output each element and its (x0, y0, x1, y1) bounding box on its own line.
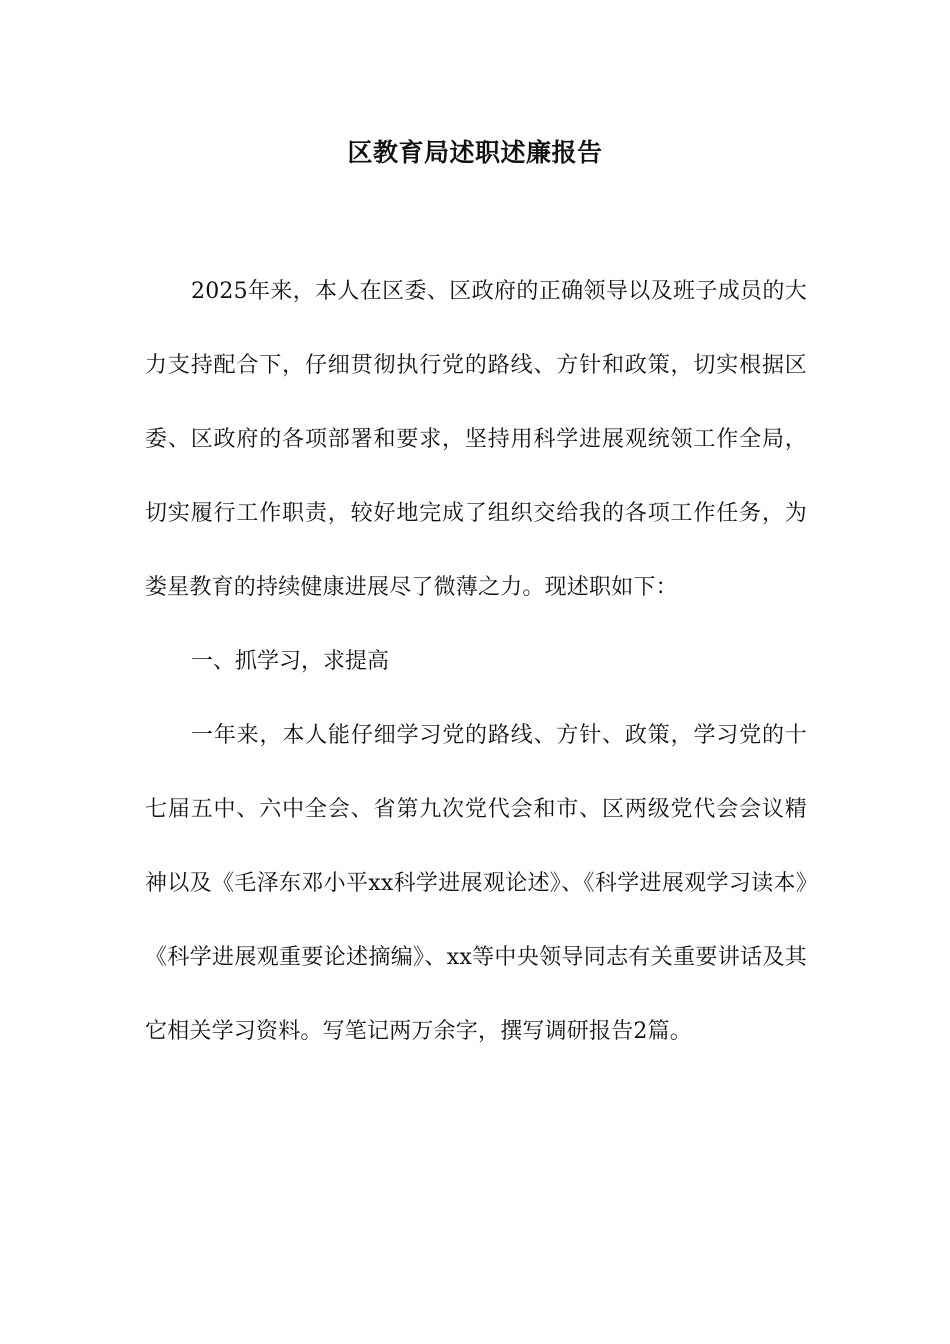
section-heading-1: 一、抓学习，求提高 (191, 649, 390, 674)
study-paragraph: 一年来，本人能仔细学习党的路线、方针、政策，学习党的十七届五中、六中全会、省第九次党代会和市、区两级党代会会议精神以及《毛泽东邓小平xx科学进展观论述》、《科学进展观学习读本》《科学进展观重要论述摘编》、xx等中央领导同志有关重要讲话及其它相关学习资料。写笔记两万余字，撰写调研报告2篇。 (145, 723, 807, 1044)
document-body (145, 255, 807, 1069)
intro-paragraph: 2025年来，本人在区委、区政府的正确领导以及班子成员的大力支持配合下，仔细贯彻执行党的路线、方针和政策，切实根据区委、区政府的各项部署和要求，坚持用科学进展观统领工作全局，切实履行工作职责，较好地完成了组织交给我的各项工作任务，为娄星教育的持续健康进展尽了微薄之力。现述职如下： (145, 279, 807, 600)
document-title: 区教育局述职述廉报告 (347, 138, 603, 167)
